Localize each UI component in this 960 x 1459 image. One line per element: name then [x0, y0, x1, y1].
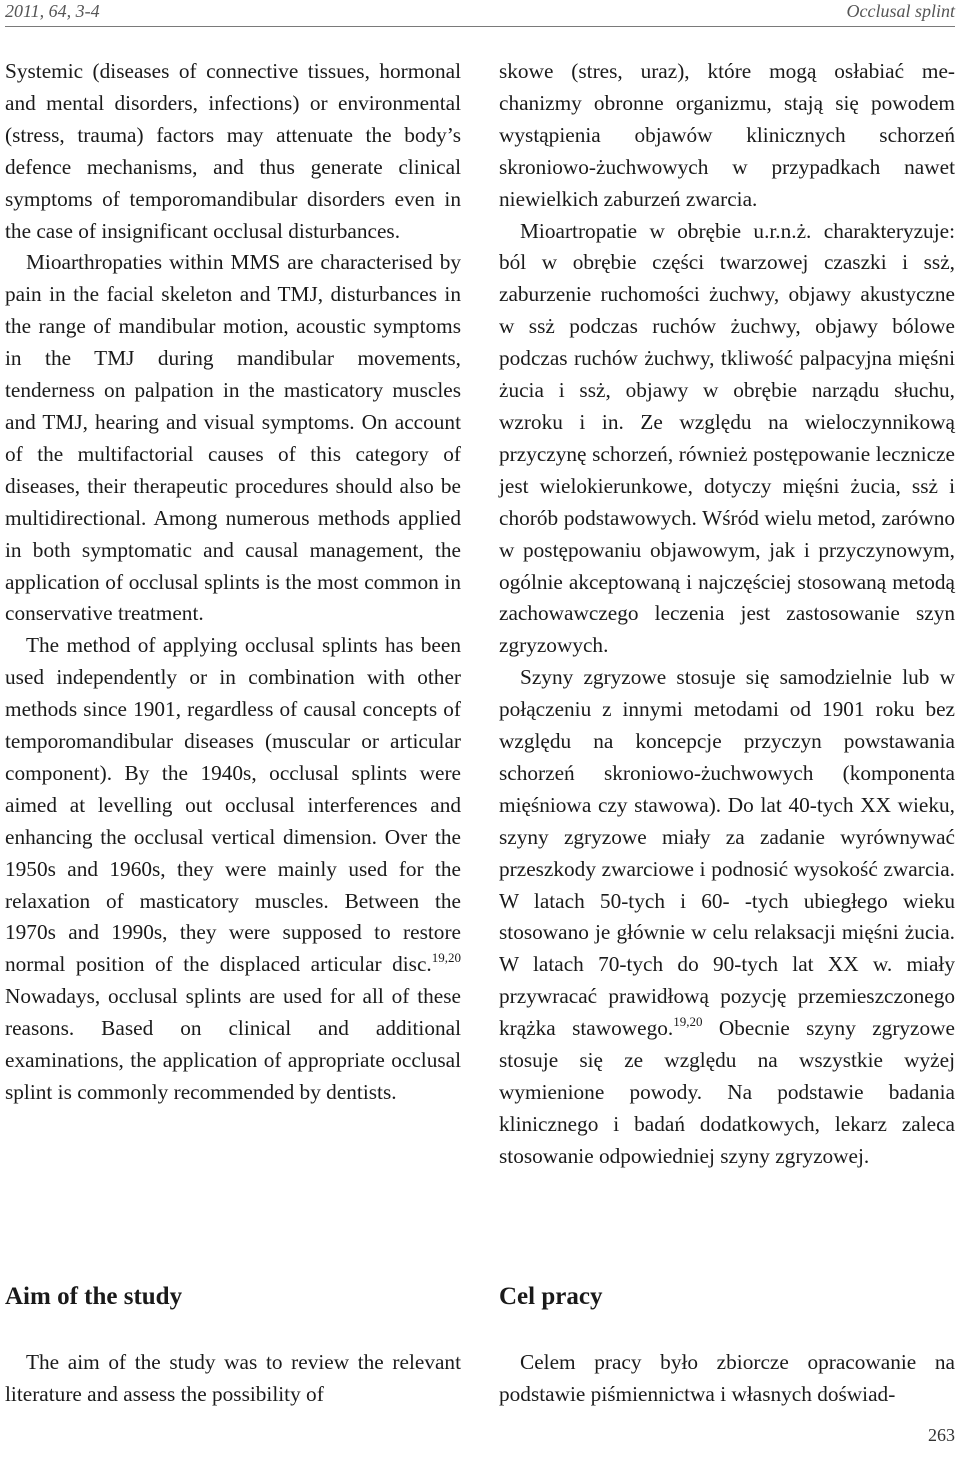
page-number: 263	[928, 1425, 955, 1445]
paragraph-systemic-factors: Systemic (diseases of connective tissues, hormonal and mental disorders, infections) or environmental (stress, trauma) factors may attenuate the body’s defence mechanisms, and thus generate clinical symptoms of temporomandibular disorders even in the case of insignificant occlusal disturbances.	[5, 59, 461, 243]
paragraph-aim: The aim of the study was to review the relevant literature and assess the possibility of	[5, 1350, 461, 1406]
paragraph-cel: Celem pracy było zbiorcze opracowanie na podstawie piśmiennictwa i własnych doświad-	[499, 1350, 955, 1406]
section-heading-cel: Cel pracy	[499, 1283, 603, 1310]
history-continuation: Nowadays, occlusal splints are used for all of these reasons. Based on clinical and additional examinations, the application of appropriate occlusal splint is commonly recommended by dentists.	[5, 984, 461, 1104]
historia-text: Szyny zgryzowe stosuje się samodzielnie lub w połączeniu z innymi metodami od 1901 roku bez względu na koncepcje przyczyn powstawania schorzeń skroniowo-żuchwowych (komponenta mięśniowa czy stawowa). Do lat 40-tych XX wieku, szyny zgryzowe miały za zadanie wyrównywać przeszkody zwarciowe i podnosić wysokość zwarcia. W latach 50-tych i 60- -tych ubiegłego wieku stosowano je głównie w celu relaksacji mięśni żucia. W latach 70-tych do 90-tych lat XX w. miały przywracać prawidłową pozycję przemieszczonego krążka stawowego.	[499, 665, 955, 1041]
journal-reference: 2011, 64, 3-4	[5, 1, 100, 21]
paragraph-szyny-historia	[499, 662, 955, 1173]
polish-column	[499, 56, 955, 1406]
reference-superscript-pl: 19,20	[673, 1014, 703, 1030]
historia-continuation: Obecnie szyny zgryzowe stosuje się ze względu na wszystkie wyżej wymienione powody. Na podstawie badania klinicznego i badań dodatkowych, lekarz zaleca stosowanie odpowiedniej szyny zgryzowej.	[499, 1016, 955, 1168]
paragraph-mioarthropaties: Mioarthropaties within MMS are characterised by pain in the facial skeleton and TMJ, disturbances in the range of mandibular motion, acoustic symptoms in the TMJ during mandibular movements, tenderness on palpation in the masticatory muscles and TMJ, hearing and visual symptoms. On account of the multifactorial causes of this category of diseases, their therapeutic procedures should also be multidirectional. Among numerous methods applied in both symptomatic and causal management, the application of occlusal splints is the most common in conservative treatment.	[5, 250, 461, 626]
reference-superscript: 19,20	[431, 950, 461, 966]
section-heading-aim: Aim of the study	[5, 1283, 183, 1310]
paragraph-czynniki: skowe (stres, uraz), które mogą osłabiać mechanizmy obronne organizmu, stają się powodem wystąpienia objawów klinicznych schorzeń skroniowo-żuchwowych w przypadkach nawet niewielkich zaburzeń zwarcia.	[499, 59, 955, 211]
english-column	[5, 56, 461, 1406]
running-title: Occlusal splint	[846, 1, 955, 21]
history-text: The method of applying occlusal splints has been used independently or in combination with other methods since 1901, regardless of causal concepts of temporomandibular diseases (muscular or articular component). By the 1940s, occlusal splints were aimed at levelling out occlusal interferences and enhancing the occlusal vertical dimension. Over the 1950s and 1960s, they were mainly used for the relaxation of masticatory muscles. Between the 1970s and 1990s, they were supposed to restore normal position of the displaced articular disc.	[5, 633, 461, 977]
paragraph-occlusal-splint-history	[5, 630, 461, 1109]
running-header	[5, 0, 955, 27]
paragraph-mioartropatie: Mioartropatie w obrębie u.r.n.ż. charakteryzuje: ból w obrębie części twarzowej czaszki i ssż, zaburzenie ruchomości żuchwy, objawy akustyczne w ssż podczas ruchów żuchwy, objawy bólowe podczas ruchów żuchwy, tkliwość palpacyjna mięśni żucia i ssż, objawy w obrębie narządu słuchu, wzroku i in. Ze względu na wieloczynnikową przyczynę schorzeń, również postępowanie lecznicze jest wielokierunkowe, dotyczy mięśni żucia, ssż i chorób podstawowych. Wśród wielu metod, zarówno w postępowaniu objawowym, jak i przyczynowym, ogólnie akceptowaną i najczęściej stosowaną metodą zachowawczego leczenia jest zastosowanie szyn zgryzowych.	[499, 218, 955, 658]
